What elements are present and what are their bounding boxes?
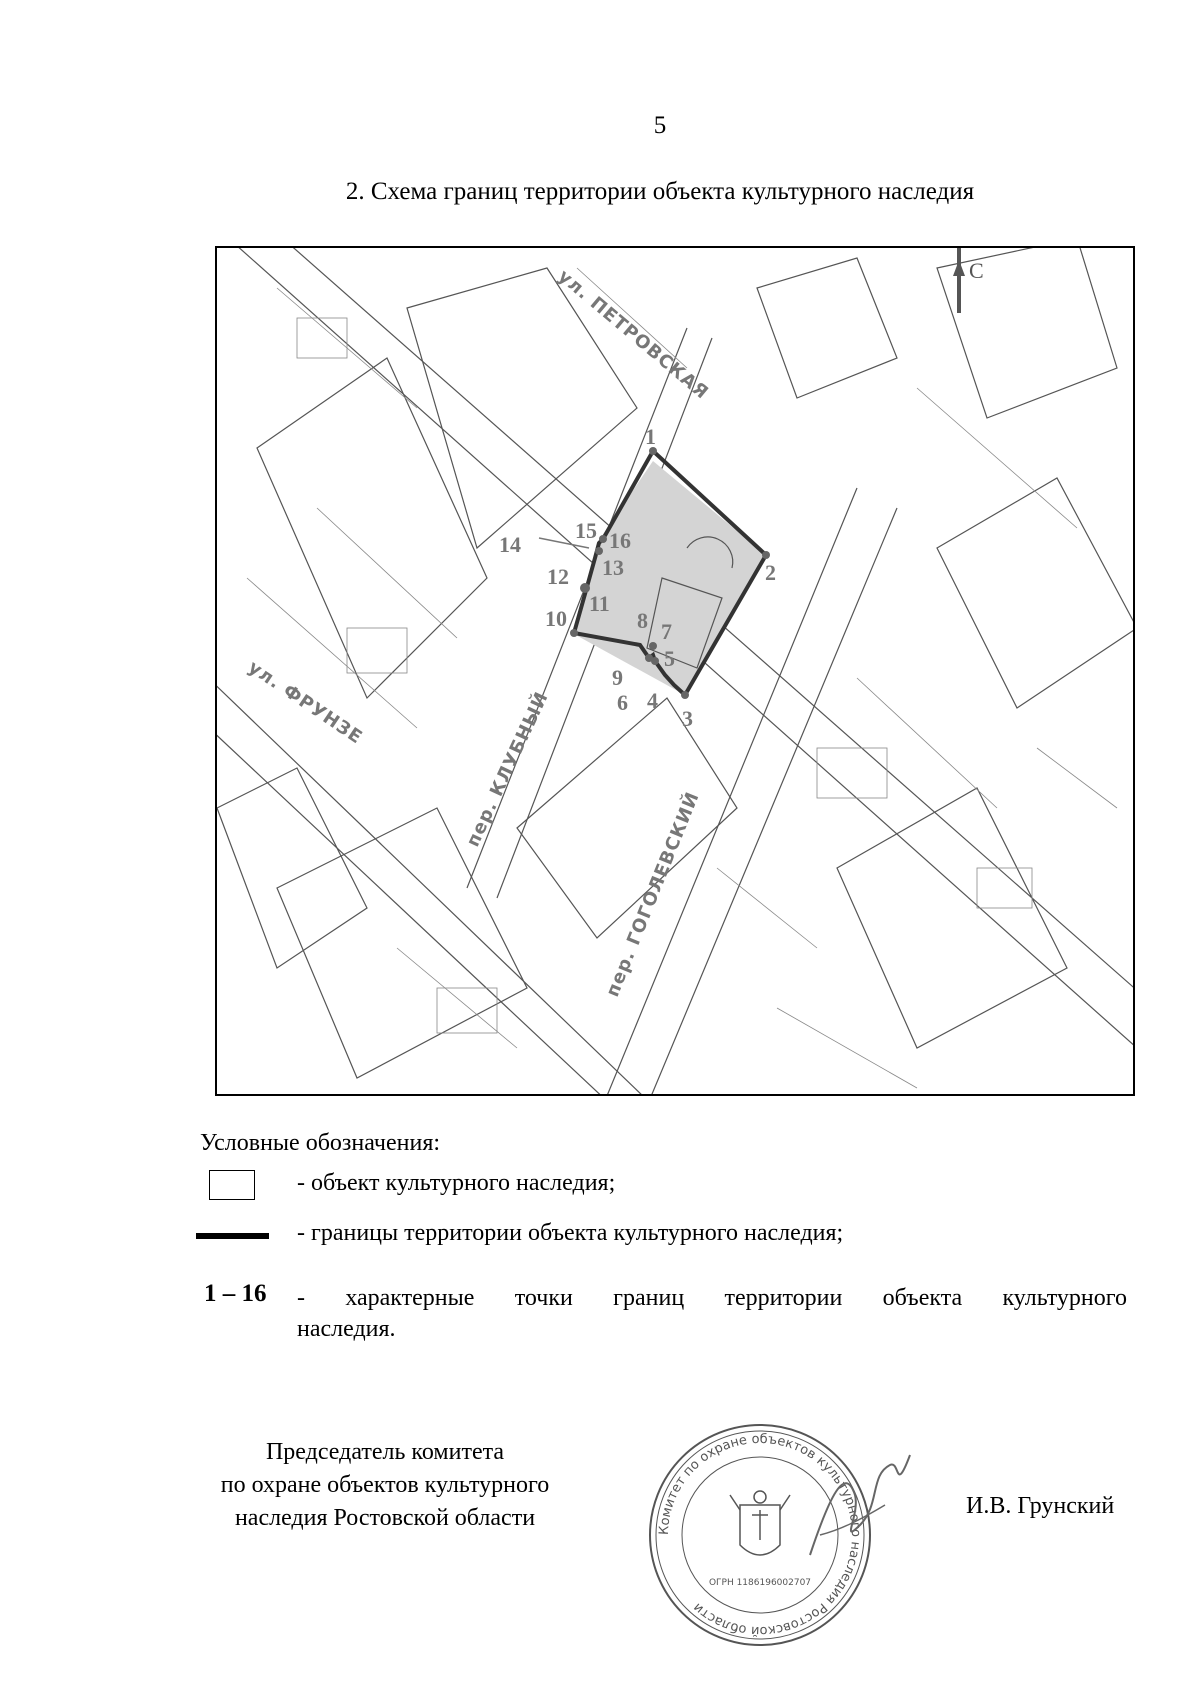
legend-boundary-label: - границы территории объекта культурного наследия; (297, 1220, 844, 1246)
point-label-13: 13 (602, 555, 624, 580)
street-label-gogolevsky: пер. ГОГОЛЕВСКИЙ (602, 788, 704, 1000)
map-svg (217, 248, 1135, 1096)
official-seal-stamp (640, 1415, 880, 1660)
point-label-4: 4 (647, 688, 658, 713)
legend-object-label: - объект культурного наследия; (297, 1170, 616, 1196)
point-label-10: 10 (545, 606, 567, 631)
legend-points-range: 1 – 16 (204, 1280, 267, 1307)
coat-of-arms-icon (730, 1491, 790, 1555)
signer-position-line1: Председатель комитета (265, 1439, 505, 1465)
legend-boundary-swatch (196, 1233, 269, 1239)
street-label-petrovskaya: ул. ПЕТРОВСКАЯ (553, 265, 713, 404)
street-label-frunze: ул. ФРУНЗЕ (244, 656, 367, 749)
point-label-14: 14 (499, 532, 521, 557)
page-title: 2. Схема границ территории объекта культурного наследия (345, 178, 975, 205)
signer-position-line3: наследия Ростовской области (234, 1505, 536, 1531)
point-label-11: 11 (589, 591, 610, 616)
point-label-6: 6 (617, 690, 628, 715)
stamp-ogrn: ОГРН 1186196002707 (708, 1578, 812, 1588)
street-label-klubny: пер. КЛУБНЫЙ (462, 688, 553, 851)
point-label-5: 5 (664, 646, 675, 671)
point-label-2: 2 (765, 560, 776, 585)
signer-name: И.В. Грунский (966, 1493, 1115, 1519)
point-label-9: 9 (612, 665, 623, 690)
point-label-16: 16 (609, 528, 631, 553)
boundary-scheme-map (215, 246, 1135, 1096)
legend-title: Условные обозначения: (200, 1130, 441, 1156)
north-arrow-icon (953, 248, 965, 313)
point-label-1: 1 (645, 424, 656, 449)
point-label-15: 15 (575, 518, 597, 543)
point-label-3: 3 (682, 706, 693, 731)
point-label-8: 8 (637, 608, 648, 633)
page-number: 5 (653, 112, 667, 139)
north-label: С (969, 258, 984, 283)
handwritten-signature (800, 1435, 920, 1575)
signer-position-line2: по охране объектов культурного (220, 1472, 550, 1498)
legend-points-label-cont: наследия. (297, 1316, 396, 1342)
legend-object-swatch (209, 1170, 255, 1200)
point-label-7: 7 (661, 619, 672, 644)
legend-points-label: - характерные точки границ территории объекта культурного (297, 1285, 1127, 1311)
point-label-12: 12 (547, 564, 569, 589)
stamp-outer-text: Комитет по охране объектов культурного наследия Ростовской области (656, 1431, 864, 1639)
